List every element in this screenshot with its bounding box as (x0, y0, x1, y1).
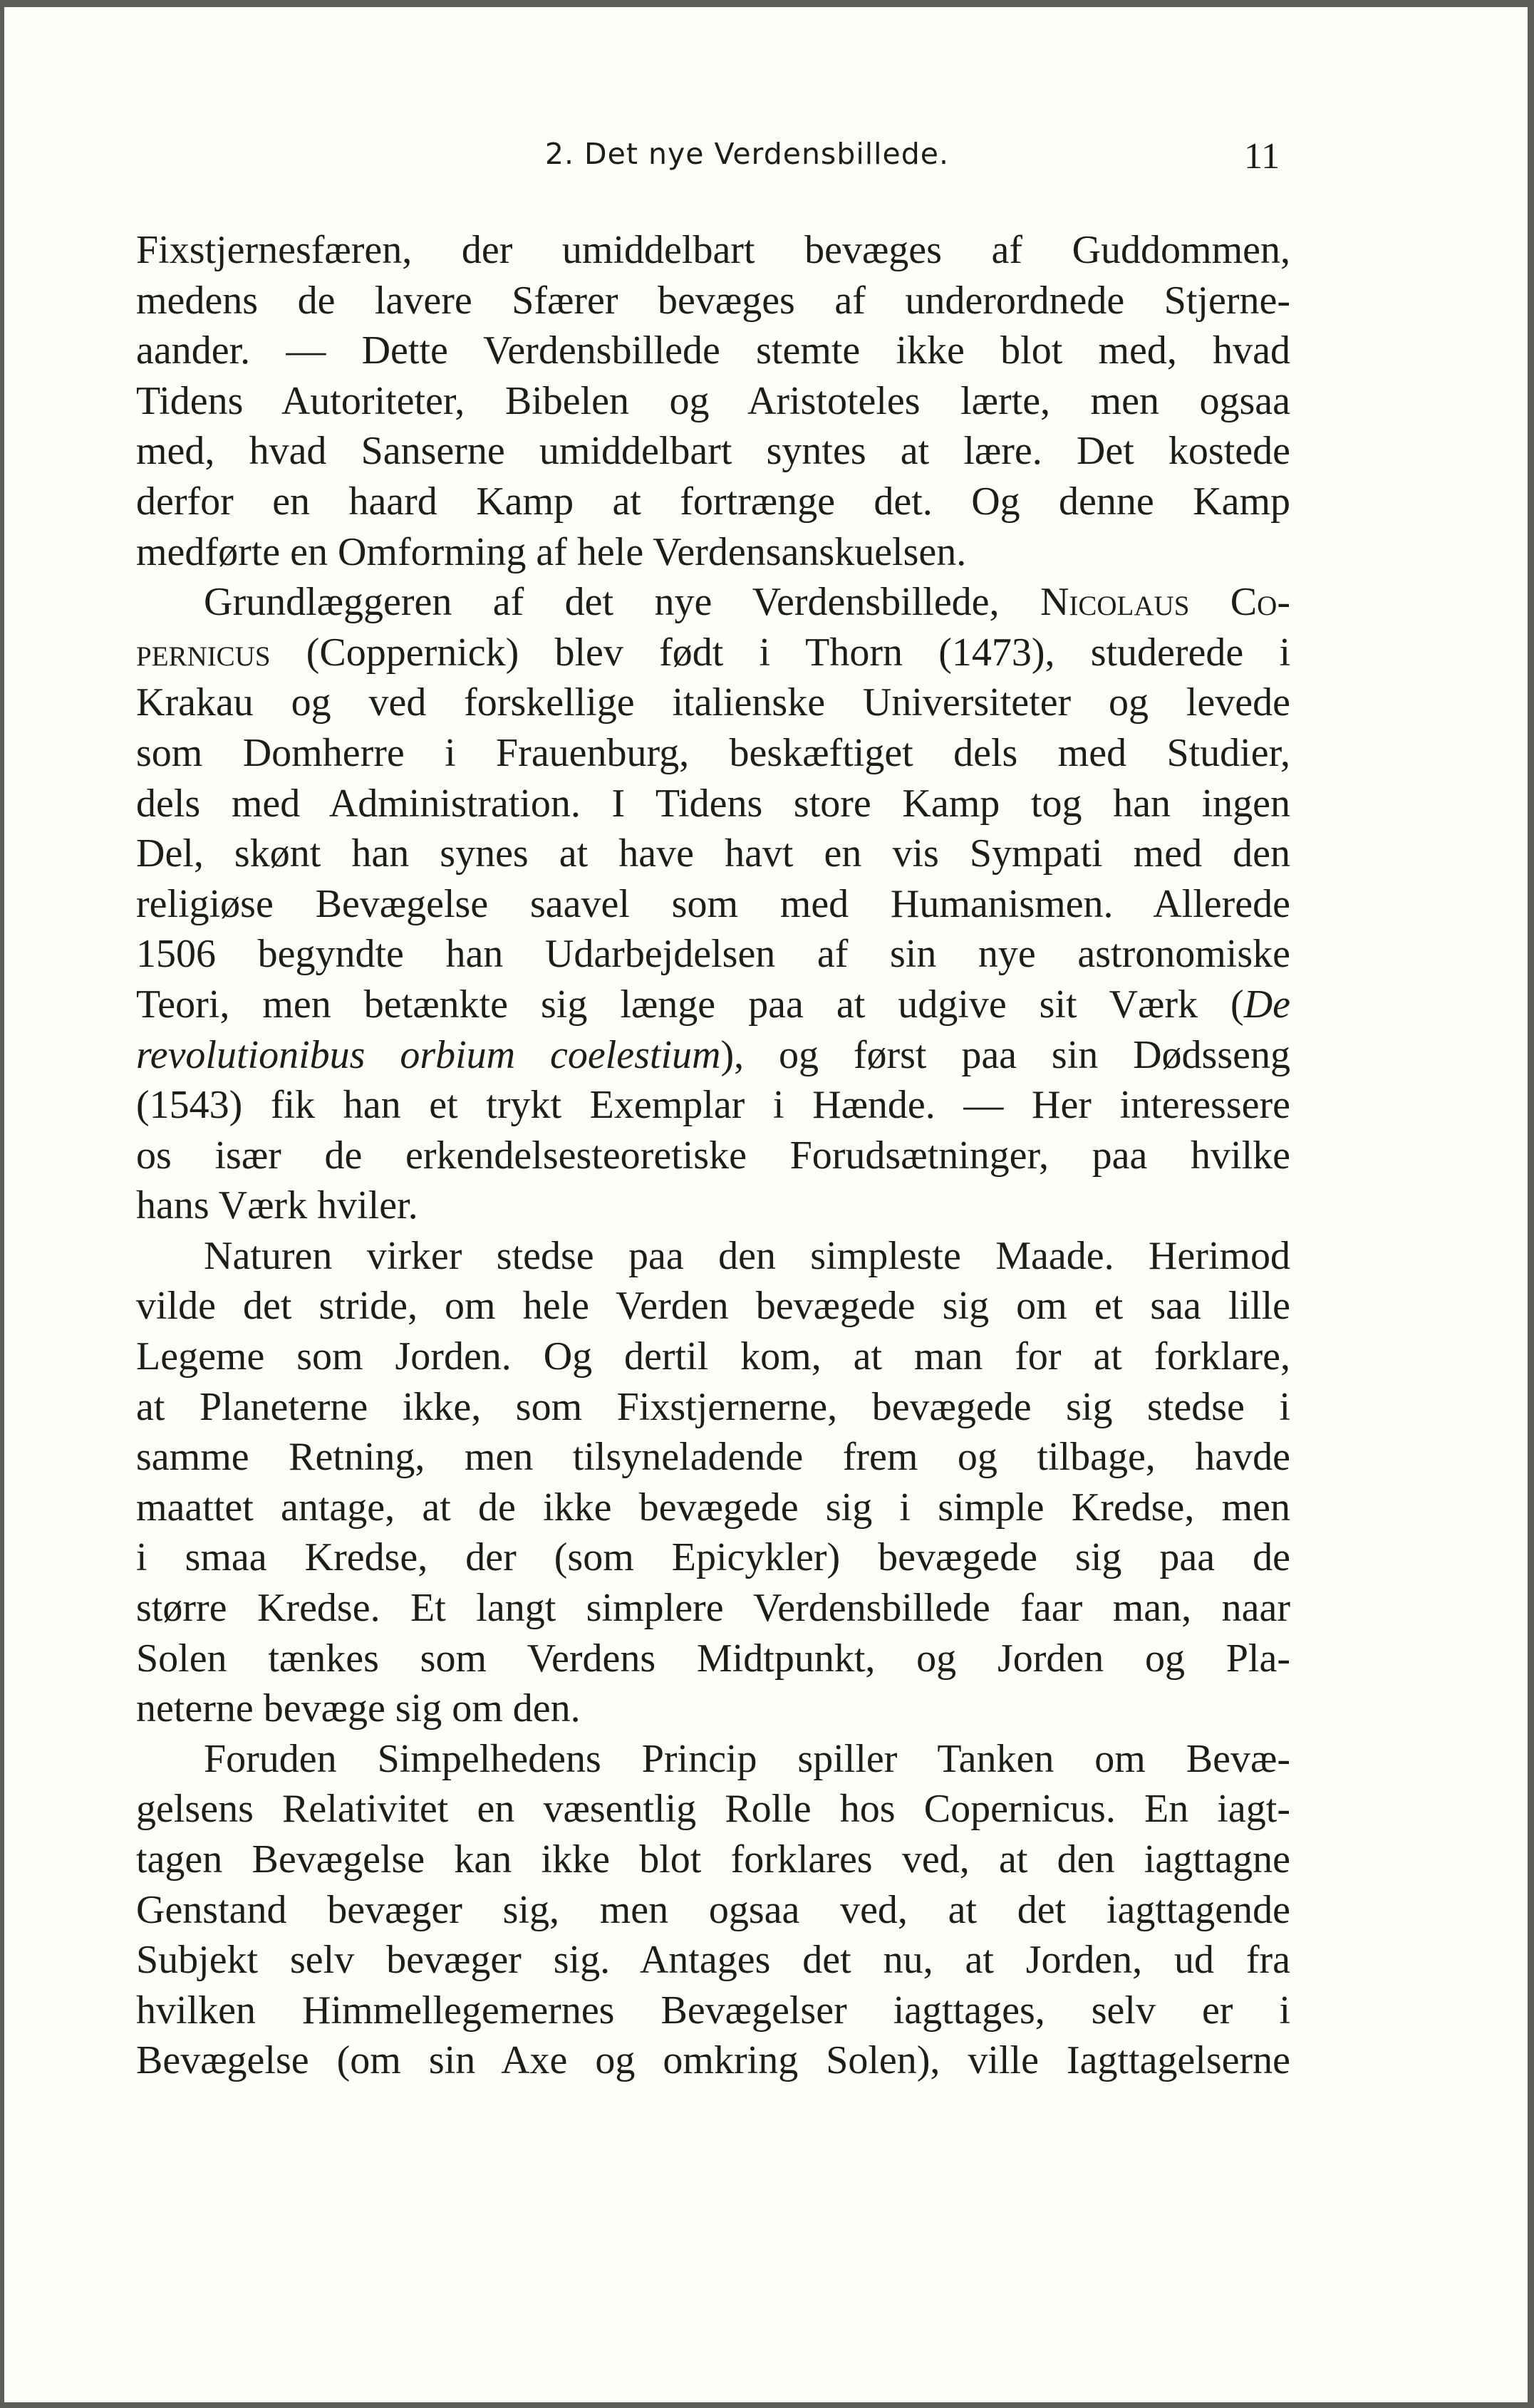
running-title: 2. Det nye Verdensbillede. (544, 137, 949, 171)
text-line: samme Retning, men tilsyneladende frem og tilbage, havde (136, 1435, 1290, 1480)
page-number: 11 (1244, 136, 1280, 177)
text-run: Teori, men betænkte sig længe paa at udgive sit Værk ( (136, 982, 1244, 1027)
text-line: hans Værk hviler. (136, 1183, 418, 1228)
text-line: Naturen virker stedse paa den simpleste Maade. Herimod (204, 1233, 1290, 1278)
text-line: Bevægelse (om sin Axe og omkring Solen), ville Iagttagelserne (136, 2038, 1290, 2083)
author-name: Nicolaus Co- (1040, 580, 1290, 625)
text-line: medførte en Omforming af hele Verdensanskuelsen. (136, 529, 967, 574)
text-line: tagen Bevægelse kan ikke blot forklares ved, at den iagttagne (136, 1837, 1290, 1882)
text-run: ), og først paa sin Dødsseng (720, 1032, 1290, 1077)
text-line (136, 628, 1290, 678)
text-line: medens de lavere Sfærer bevæges af underordnede Stjerne- (136, 278, 1290, 323)
text-line: med, hvad Sanserne umiddelbart syntes at lære. Det kostede (136, 429, 1290, 474)
page-header (4, 137, 1528, 180)
text-line: dels med Administration. I Tidens store Kamp tog han ingen (136, 781, 1290, 826)
text-line: Del, skønt han synes at have havt en vis Sympati med den (136, 831, 1290, 876)
author-name: pernicus (136, 630, 271, 675)
text-line: 1506 begyndte han Udarbejdelsen af sin nye astronomiske (136, 932, 1290, 977)
text-line: at Planeterne ikke, som Fixstjernerne, bevægede sig stedse i (136, 1384, 1290, 1429)
text-line: Foruden Simpelhedens Princip spiller Tanken om Bevæ- (204, 1736, 1290, 1781)
text-line (136, 577, 1290, 628)
text-line: derfor en haard Kamp at fortrænge det. Og denne Kamp (136, 479, 1290, 524)
text-line: gelsens Relativitet en væsentlig Rolle hos Copernicus. En iagt- (136, 1787, 1290, 1832)
text-run: Grundlæggeren af det nye Verdensbillede, (204, 580, 1040, 625)
text-line: Fixstjernesfæren, der umiddelbart bevæges af Guddommen, (136, 228, 1290, 272)
text-line: Legeme som Jorden. Og dertil kom, at man for at forklare, (136, 1334, 1290, 1379)
text-line: Subjekt selv bevæger sig. Antages det nu, at Jorden, ud fra (136, 1938, 1290, 1983)
text-line: vilde det stride, om hele Verden bevægede sig om et saa lille (136, 1284, 1290, 1329)
text-line: hvilken Himmellegemernes Bevægelser iagttages, selv er i (136, 1988, 1290, 2033)
text-line: i smaa Kredse, der (som Epicykler) bevægede sig paa de (136, 1535, 1290, 1580)
text-line: Tidens Autoriteter, Bibelen og Aristoteles lærte, men ogsaa (136, 378, 1290, 423)
text-line: Krakau og ved forskellige italienske Universiteter og levede (136, 680, 1290, 725)
text-line: os især de erkendelsesteoretiske Forudsætninger, paa hvilke (136, 1133, 1290, 1178)
text-line: religiøse Bevægelse saavel som med Humanismen. Allerede (136, 881, 1290, 926)
text-line (136, 1030, 1290, 1081)
book-title: revolutionibus orbium coelestium (136, 1032, 721, 1077)
text-line: (1543) fik han et trykt Exemplar i Hænde. — Her interessere (136, 1083, 1290, 1128)
text-run: (Coppernick) blev født i Thorn (1473), studerede i (270, 630, 1290, 675)
body-text (136, 225, 1290, 2086)
book-title: De (1243, 982, 1290, 1027)
text-line: neterne bevæge sig om den. (136, 1686, 581, 1731)
text-line (136, 980, 1290, 1030)
book-page (4, 7, 1528, 2402)
text-line: som Domherre i Frauenburg, beskæftiget dels med Studier, (136, 730, 1290, 775)
text-line: maattet antage, at de ikke bevægede sig i simple Kredse, men (136, 1485, 1290, 1530)
text-line: aander. — Dette Verdensbillede stemte ikke blot med, hvad (136, 328, 1290, 373)
text-line: Solen tænkes som Verdens Midtpunkt, og Jorden og Pla- (136, 1636, 1290, 1681)
text-line: Genstand bevæger sig, men ogsaa ved, at det iagttagende (136, 1887, 1290, 1932)
text-line: større Kredse. Et langt simplere Verdensbillede faar man, naar (136, 1586, 1290, 1631)
